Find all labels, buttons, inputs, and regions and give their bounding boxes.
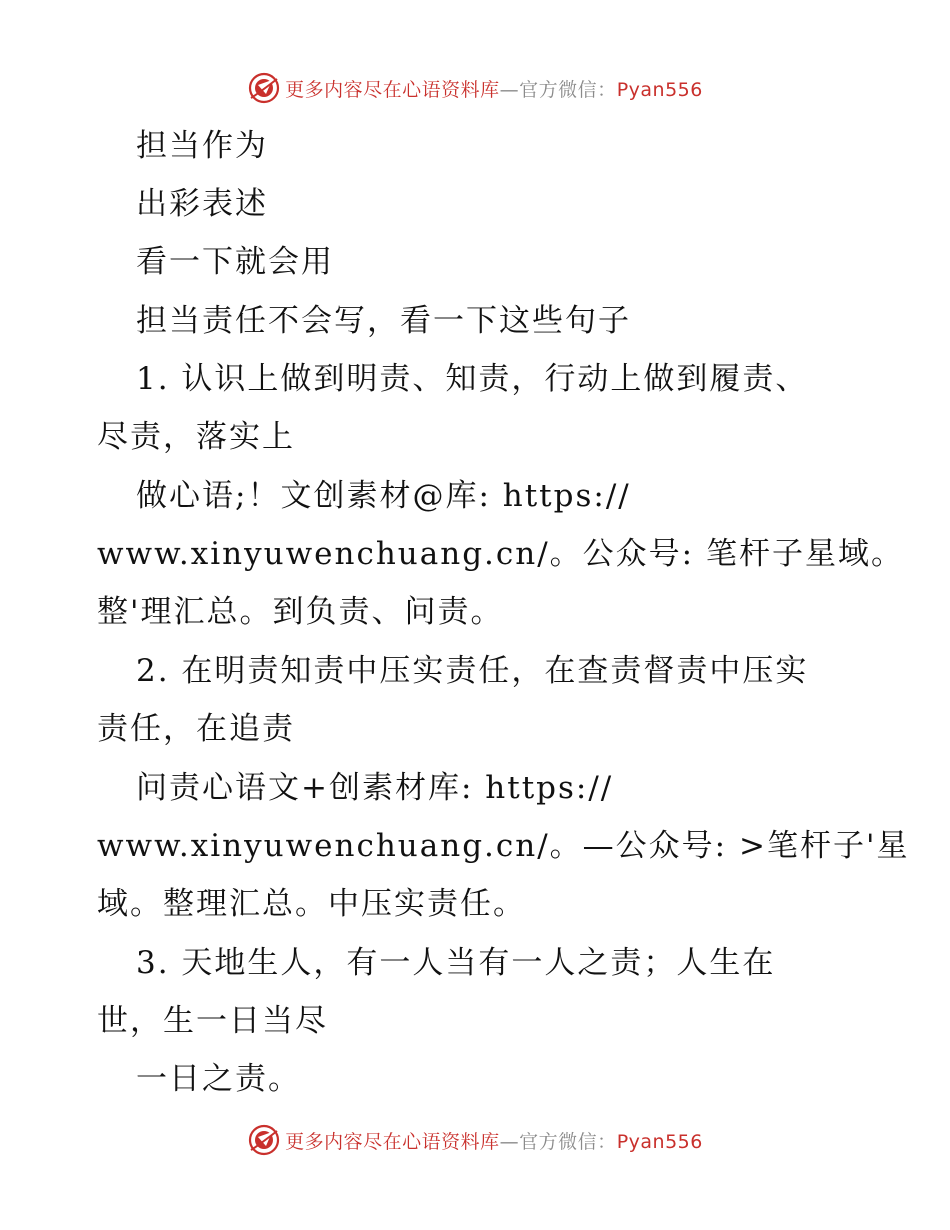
body-line: 一日之责。: [136, 1061, 301, 1097]
body-line: 域。整理汇总。中压实责任。: [97, 886, 526, 922]
footer-site-text: 更多内容尽在心语资料库: [285, 1130, 500, 1153]
footer-banner-text: [285, 1127, 703, 1154]
header-wechat-id: Pyan556: [616, 78, 703, 101]
body-line: 2. 在明责知责中压实责任，在查责督责中压实: [136, 653, 809, 689]
header-site-text: 更多内容尽在心语资料库: [285, 78, 500, 101]
footer-wechat-label: 官方微信：: [519, 1130, 617, 1153]
body-line: 责任，在追责: [97, 711, 295, 747]
body-line: 尽责，落实上: [97, 419, 295, 455]
footer-banner-inner: [247, 1123, 703, 1157]
body-line: 看一下就会用: [136, 244, 334, 280]
header-banner: [0, 68, 950, 108]
body-line: 3. 天地生人，有一人当有一人之责；人生在: [136, 945, 776, 981]
body-line: www.xinyuwenchuang.cn/。公众号: 笔杆子星域。: [97, 536, 904, 572]
body-line: 1. 认识上做到明责、知责，行动上做到履责、: [136, 361, 809, 397]
footer-wechat-id: Pyan556: [616, 1130, 703, 1153]
brand-logo-icon: [247, 1123, 281, 1157]
body-line: 担当责任不会写，看一下这些句子: [136, 303, 631, 339]
brand-logo-icon: [247, 71, 281, 105]
footer-banner: [0, 1120, 950, 1160]
header-banner-text: [285, 75, 703, 102]
body-line: 问责心语文+创素材库: https://: [136, 770, 614, 806]
header-wechat-label: 官方微信：: [519, 78, 617, 101]
body-line: www.xinyuwenchuang.cn/。—公众号: >笔杆子'星: [97, 828, 910, 864]
body-line: 整'理汇总。到负责、问责。: [97, 594, 504, 630]
body-line: 担当作为: [136, 128, 268, 164]
body-line: 世，生一日当尽: [97, 1003, 328, 1039]
footer-dash: —: [499, 1130, 520, 1153]
body-line: 出彩表述: [136, 186, 268, 222]
header-banner-inner: [247, 71, 703, 105]
header-dash: —: [499, 78, 520, 101]
body-line: 做心语;！文创素材@库: https://: [136, 478, 631, 514]
